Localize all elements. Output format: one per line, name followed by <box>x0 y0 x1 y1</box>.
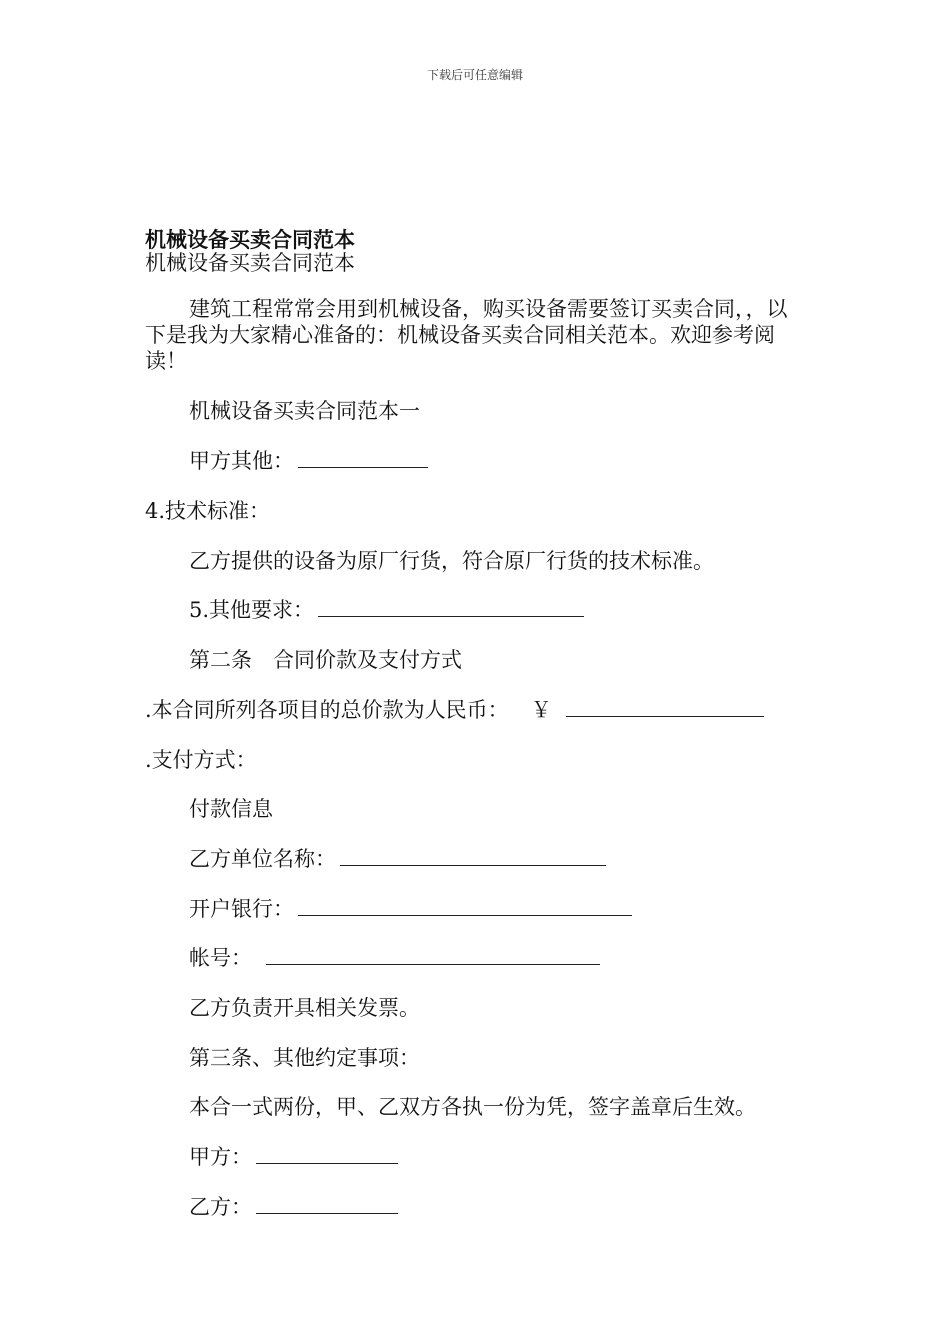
tech-standard-text: 乙方提供的设备为原厂行货，符合原厂行货的技术标准。 <box>189 549 714 573</box>
other-requirements-row <box>189 597 584 623</box>
other-requirements-blank <box>318 598 584 617</box>
invoice-text: 乙方负责开具相关发票。 <box>189 996 420 1020</box>
total-price-label: .本合同所列各项目的总价款为人民币： <box>145 698 509 722</box>
document-subtitle: 机械设备买卖合同范本 <box>145 251 355 275</box>
payment-info-heading: 付款信息 <box>189 797 273 821</box>
article-two-heading: 第二条 合同价款及支付方式 <box>189 648 462 672</box>
party-b-name-blank <box>340 847 606 866</box>
account-blank <box>266 946 600 965</box>
bank-label: 开户银行： <box>189 897 294 921</box>
bank-row <box>189 896 632 922</box>
account-label: 帐号： <box>189 946 252 970</box>
article-three-heading: 第三条、其他约定事项： <box>189 1046 420 1070</box>
header-note: 下载后可任意编辑 <box>426 68 523 82</box>
total-price-row <box>145 697 764 723</box>
party-b-name-label: 乙方单位名称： <box>189 847 336 871</box>
party-a-sign-blank <box>256 1145 398 1164</box>
other-requirements-label: 5.其他要求： <box>189 598 315 622</box>
sample-heading: 机械设备买卖合同范本一 <box>189 399 420 423</box>
document-title: 机械设备买卖合同范本 <box>145 228 355 252</box>
party-a-other-blank <box>298 449 428 468</box>
currency-symbol: ￥ <box>530 698 552 722</box>
party-b-sign-label: 乙方： <box>189 1195 252 1219</box>
party-a-other-row <box>189 448 428 474</box>
party-a-sign-row <box>189 1144 398 1170</box>
party-b-name-row <box>189 846 606 872</box>
copies-text: 本合一式两份，甲、乙双方各执一份为凭，签字盖章后生效。 <box>189 1095 756 1119</box>
intro-paragraph: 建筑工程常常会用到机械设备，购买设备需要签订买卖合同，，以下是我为大家精心准备的：机械设备买卖合同相关范本。欢迎参考阅读！ <box>145 297 788 373</box>
party-a-other-label: 甲方其他： <box>189 449 294 473</box>
party-a-sign-label: 甲方： <box>189 1145 252 1169</box>
payment-method-heading: .支付方式： <box>145 748 257 772</box>
account-row <box>189 945 600 971</box>
tech-standard-heading: 4.技术标准： <box>145 499 271 523</box>
total-price-blank <box>566 698 764 717</box>
party-b-sign-blank <box>256 1195 398 1214</box>
bank-blank <box>298 897 632 916</box>
party-b-sign-row <box>189 1194 398 1220</box>
